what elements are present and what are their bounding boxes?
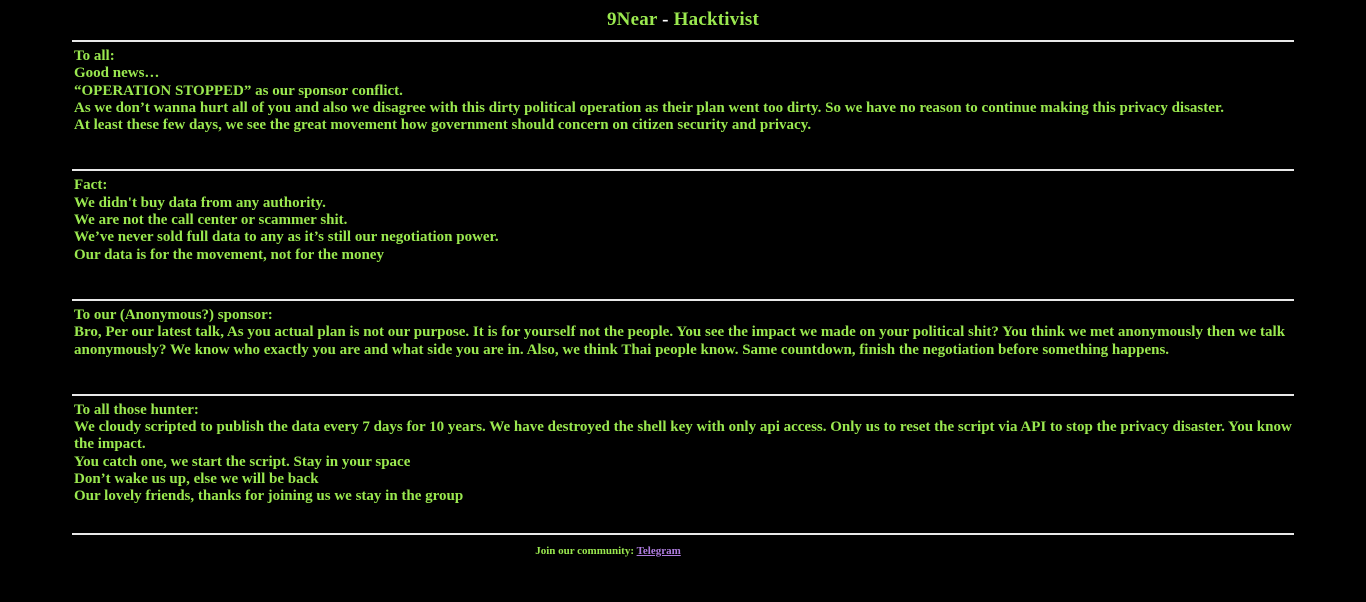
spacer [72, 516, 1294, 524]
section-line: At least these few days, we see the great movement how government should concern on citizen security and privacy. [74, 117, 812, 134]
page-title-main: 9Near [606, 9, 658, 30]
section-line: We didn't buy data from any authority. [74, 194, 326, 211]
section-heading: Fact: [74, 177, 108, 194]
section-line: As we don’t wanna hurt all of you and also we disagree with this dirty political operation as their plan went too dirty. So we have no reason to continue making this privacy disaster. [74, 99, 1224, 116]
section-line: Bro, Per our latest talk, As you actual plan is not our purpose. It is for yourself not the people. You see the impact we made on your political shit? You think we met anonymously then we talk anonymously? We know who exactly you are and what side you are in. Also, we think Thai people know. Same countdown, finish the negotiation before something happens. [74, 324, 1286, 358]
section-line: “OPERATION STOPPED” as our sponsor conflict. [74, 82, 403, 99]
section-line: Our lovely friends, thanks for joining us we stay in the group [74, 488, 464, 505]
page-title [0, 0, 1366, 31]
section-line: Our data is for the movement, not for the money [74, 246, 384, 263]
footer [72, 535, 1294, 557]
section-to-all [72, 42, 1294, 144]
section-line: Good news… [74, 65, 160, 82]
telegram-link[interactable]: Telegram [636, 544, 681, 557]
spacer [72, 274, 1294, 290]
section-line: We’ve never sold full data to any as it’s still our negotiation power. [74, 229, 499, 246]
page-title-separator: - [662, 9, 669, 30]
section-fact [72, 171, 1294, 273]
section-heading: To all: [74, 48, 115, 64]
spacer [72, 144, 1294, 160]
page-title-sub: Hacktivist [673, 9, 760, 30]
footer-text: Join our community: [535, 544, 635, 557]
spacer [72, 369, 1294, 385]
section-line: Don’t wake us up, else we will be back [74, 471, 319, 488]
section-line: You catch one, we start the script. Stay in your space [74, 453, 411, 470]
section-line: We cloudy scripted to publish the data every 7 days for 10 years. We have destroyed the shell key with only api access. Only us to reset the script via API to stop the privacy disaster. You know the impact. [74, 419, 1292, 453]
section-heading: To our (Anonymous?) sponsor: [74, 306, 273, 323]
footer-inner [535, 545, 681, 557]
content-area [72, 40, 1294, 557]
section-line: We are not the call center or scammer shit. [74, 212, 348, 229]
section-hunter [72, 396, 1294, 516]
section-sponsor [72, 301, 1294, 369]
section-heading: To all those hunter: [74, 401, 199, 418]
